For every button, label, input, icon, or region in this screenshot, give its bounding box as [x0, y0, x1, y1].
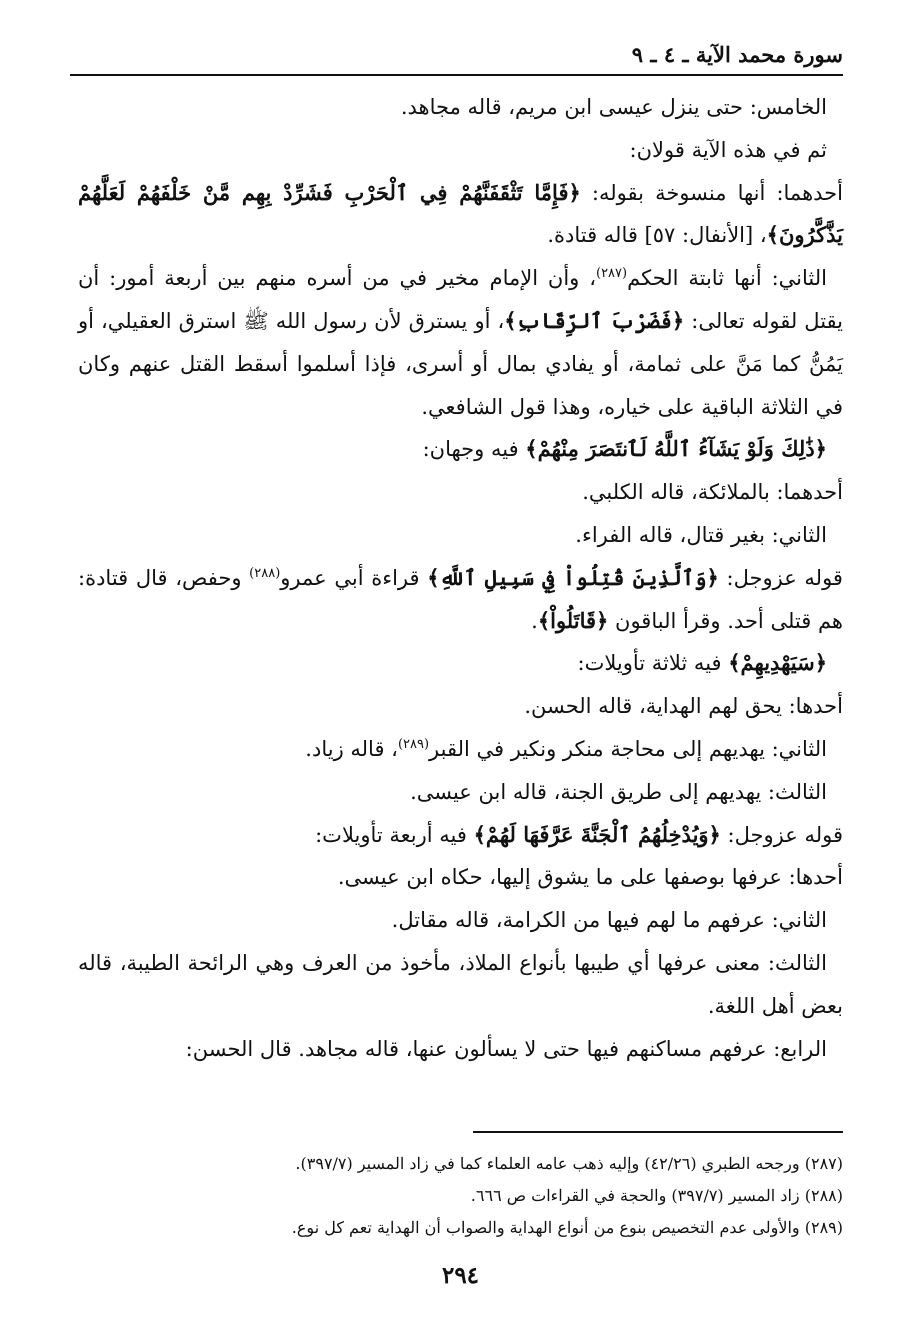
quran-verse: ﴿ذَٰلِكَ وَلَوْ يَشَآءُ ٱللَّهُ لَٱنتَصَرَ مِنْهُمْ﴾ — [525, 436, 827, 462]
text-segment: الثاني: يهديهم إلى محاجة منكر ونكير في القبر — [429, 736, 827, 761]
text-segment: فيه وجهان: — [422, 437, 526, 462]
text-segment: أحدها: يحق لهم الهداية، قاله الحسن. — [524, 694, 843, 719]
paragraph-paradise-third — [78, 942, 843, 1028]
paragraph-paradise — [78, 814, 843, 857]
footnote-289: (٢٨٩) والأولى عدم التخصيص بنوع من أنواع الهداية والصواب أن الهداية تعم كل نوع. — [291, 1218, 843, 1237]
text-segment: ثم في هذه الآية قولان: — [629, 137, 827, 162]
paragraph-two-aspects — [78, 428, 843, 471]
text-segment: ، أو يسترق لأن رسول الله ﷺ استرق العقيلي، أو يَمُنُّ كما مَنَّ على ثمامة، أو يفادي بمال أو أسرى، فإذا أسلموا أسقط القتل عنهم وكان في الثلاثة الباقية على خياره، وهذا قول الشافعي. — [78, 308, 843, 419]
text-segment: الثالث: يهديهم إلى طريق الجنة، قاله ابن عيسى. — [410, 779, 827, 804]
header-title: سورة محمد الآية ـ ٤ ـ ٩ — [631, 42, 843, 67]
text-segment: الثالث: معنى عرفها أي طيبها بأنواع الملاذ، مأخوذ من العرف وهي الرائحة الطيبة، قاله بعض أهل اللغة. — [78, 950, 843, 1018]
quran-verse: ﴿قَاتَلُواْ﴾ — [537, 607, 609, 633]
text-segment: أحدهما: بالملائكة، قاله الكلبي. — [582, 480, 843, 505]
footnote-ref-288[interactable]: (٢٨٨) — [249, 565, 281, 581]
running-header — [70, 40, 843, 76]
text-segment: قوله عزوجل: — [720, 822, 843, 847]
quran-verse: ﴿سَيَهْدِيهِمْ﴾ — [728, 650, 827, 676]
paragraph-will-guide — [78, 642, 843, 685]
footnote-separator — [473, 1131, 843, 1133]
footnote-288: (٢٨٨) زاد المسير (٣٩٧/٧) والحجة في القراءات ص ٦٦٦. — [470, 1186, 843, 1205]
text-segment: الخامس: حتى ينزل عيسى ابن مريم، قاله مجاهد. — [400, 95, 827, 119]
paragraph-fifth-view — [78, 86, 843, 129]
text-segment: فيه أربعة تأويلات: — [315, 822, 474, 847]
text-segment: ، وأن الإمام مخير في من أسره منهم بين أربعة أمور: أن يقتل لقوله تعالى: — [78, 266, 843, 333]
paragraph-angels — [78, 471, 843, 514]
main-text — [78, 86, 843, 1070]
paragraph-paradise-first — [78, 856, 843, 899]
text-segment: الرابع: عرفهم مساكنهم فيها حتى لا يسألون عنها، قاله مجاهد. قال الحسن: — [185, 1036, 827, 1061]
quran-verse: ﴿وَيُدْخِلُهُمُ ٱلْجَنَّةَ عَرَّفَهَا لَهُمْ﴾ — [473, 821, 721, 847]
paragraph-guidance-first — [78, 685, 843, 728]
footnote-287: (٢٨٧) ورجحه الطبري (٤٢/٢٦) وإليه ذهب عامه العلماء كما في زاد المسير (٣٩٧/٧). — [295, 1154, 843, 1173]
footnote-ref-287[interactable]: (٢٨٧) — [596, 266, 628, 282]
text-segment: ، قاله زياد. — [305, 736, 398, 761]
text-segment: قراءة أبي عمرو — [280, 565, 428, 590]
paragraph-abrogated — [78, 172, 843, 258]
footnotes — [78, 1148, 843, 1244]
page-number: ٢٩٤ — [441, 1262, 480, 1289]
paragraph-those-killed — [78, 557, 843, 643]
paragraph-two-opinions — [78, 129, 843, 172]
text-segment: الثاني: أنها ثابتة الحكم — [627, 266, 827, 291]
quran-verse: ﴿فَضَرْبَ ٱلرِّقَابِ﴾ — [504, 307, 685, 333]
paragraph-guidance-third — [78, 771, 843, 814]
paragraph-established-ruling — [78, 257, 843, 428]
text-segment: الثاني: عرفهم ما لهم فيها من الكرامة، قاله مقاتل. — [391, 908, 827, 933]
paragraph-guidance-second — [78, 728, 843, 771]
quran-verse: ﴿وَٱلَّذِينَ قُتِلُواْ فِي سَبِيلِ ٱللَّهِ﴾ — [427, 564, 719, 590]
paragraph-paradise-second — [78, 899, 843, 942]
text-segment: أحدها: عرفها بوصفها على ما يشوق إليها، حكاه ابن عيسى. — [337, 865, 843, 890]
text-segment: فيه ثلاثة تأويلات: — [577, 651, 729, 676]
text-segment: قوله عزوجل: — [718, 565, 843, 590]
text-segment: الثاني: بغير قتال، قاله الفراء. — [575, 522, 827, 547]
quran-verse: ﴿فَإِمَّا تَثْقَفَنَّهُمْ فِي ٱلْحَرْبِ فَشَرِّدْ بِهِم مَّنْ خَلْفَهُمْ لَعَلَّهُمْ يَذَّكَّرُونَ﴾ — [78, 179, 843, 248]
text-segment: أحدهما: أنها منسوخة بقوله: — [580, 180, 843, 205]
text-segment: . — [531, 608, 538, 633]
paragraph-paradise-fourth — [78, 1028, 843, 1071]
text-segment: ، [الأنفال: ٥٧] قاله قتادة. — [547, 223, 767, 248]
paragraph-without-fighting — [78, 514, 843, 557]
text-segment: وحفص، قال قتادة: هم قتلى أحد. وقرأ الباقون — [78, 565, 843, 633]
footnote-ref-289[interactable]: (٢٨٩) — [397, 736, 430, 752]
